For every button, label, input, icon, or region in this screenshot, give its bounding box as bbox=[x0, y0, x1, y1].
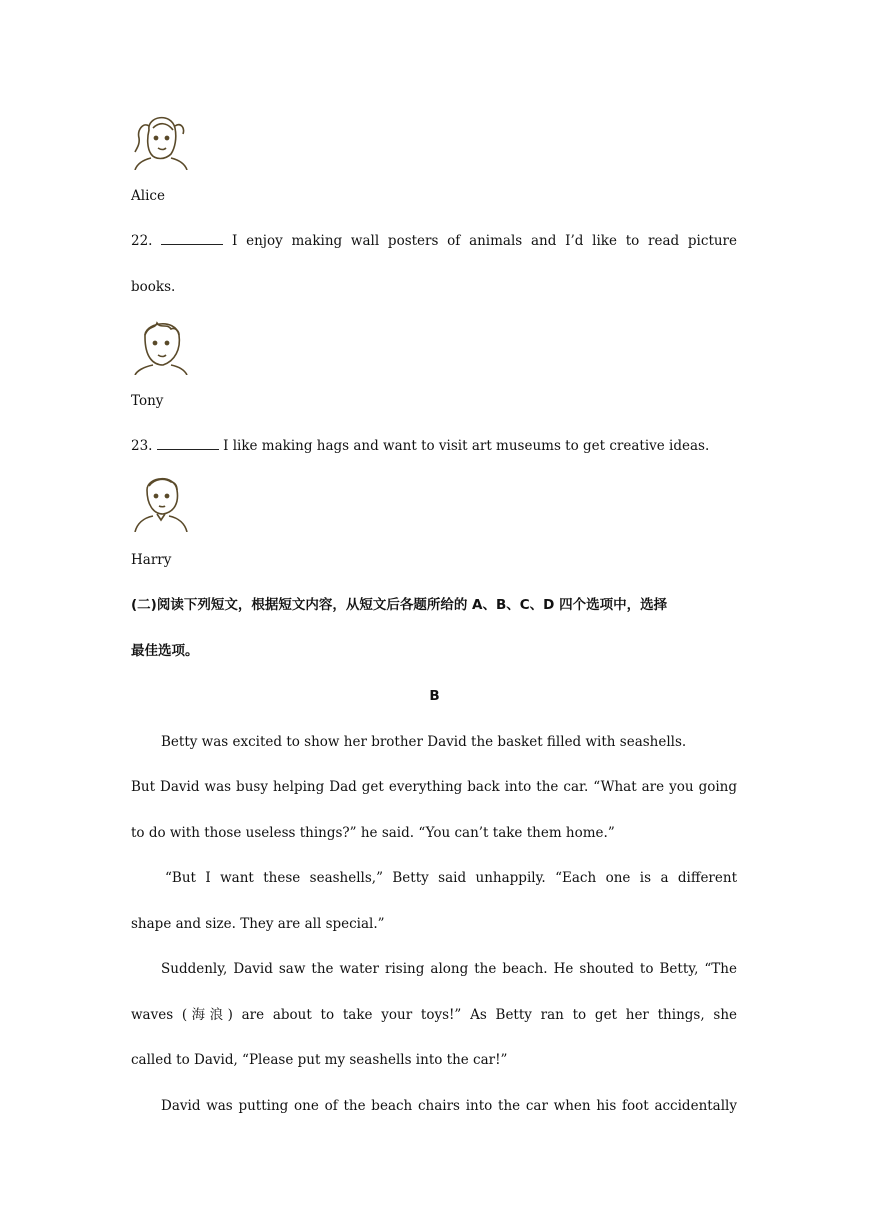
question-23-number: 23. bbox=[131, 438, 153, 454]
person-name-harry: Harry bbox=[131, 552, 172, 568]
passage-line: But David was busy helping Dad get everything back into the car. “What are you going bbox=[131, 779, 737, 795]
girl-portrait-icon bbox=[131, 108, 191, 170]
boy-portrait-icon bbox=[131, 313, 191, 375]
person-name-tony: Tony bbox=[131, 393, 164, 409]
answer-blank-22[interactable] bbox=[161, 232, 223, 245]
question-22-line-1 bbox=[131, 232, 737, 250]
passage-line: Betty was excited to show her brother David the basket filled with seashells. bbox=[161, 734, 687, 750]
question-22-text: I enjoy making wall posters of animals and I’d like to read picture bbox=[232, 233, 738, 249]
question-22-number: 22. bbox=[131, 233, 153, 249]
section-heading-line-2: 最佳选项。 bbox=[131, 643, 199, 659]
passage-line: Suddenly, David saw the water rising along the beach. He shouted to Betty, “The bbox=[161, 961, 737, 977]
passage-label: B bbox=[429, 688, 440, 704]
passage-line: shape and size. They are all special.” bbox=[131, 916, 385, 932]
passage-line: waves (海浪) are about to take your toys!” As Betty ran to get her things, she bbox=[131, 1007, 737, 1023]
boy-shirt-portrait-icon bbox=[131, 470, 191, 532]
question-22-line-2: books. bbox=[131, 279, 176, 295]
section-heading-line-1: (二)阅读下列短文，根据短文内容，从短文后各题所给的 A、B、C、D 四个选项中，选择 bbox=[131, 597, 668, 613]
passage-line: to do with those useless things?” he said. “You can’t take them home.” bbox=[131, 825, 615, 841]
question-23-line bbox=[131, 437, 737, 455]
passage-line: “But I want these seashells,” Betty said unhappily. “Each one is a different bbox=[165, 870, 737, 886]
passage-line: David was putting one of the beach chairs into the car when his foot accidentally bbox=[161, 1098, 737, 1114]
question-23-text: I like making hags and want to visit art museums to get creative ideas. bbox=[223, 438, 710, 454]
answer-blank-23[interactable] bbox=[157, 437, 219, 450]
person-name-alice: Alice bbox=[131, 188, 165, 204]
passage-line: called to David, “Please put my seashells into the car!” bbox=[131, 1052, 508, 1068]
